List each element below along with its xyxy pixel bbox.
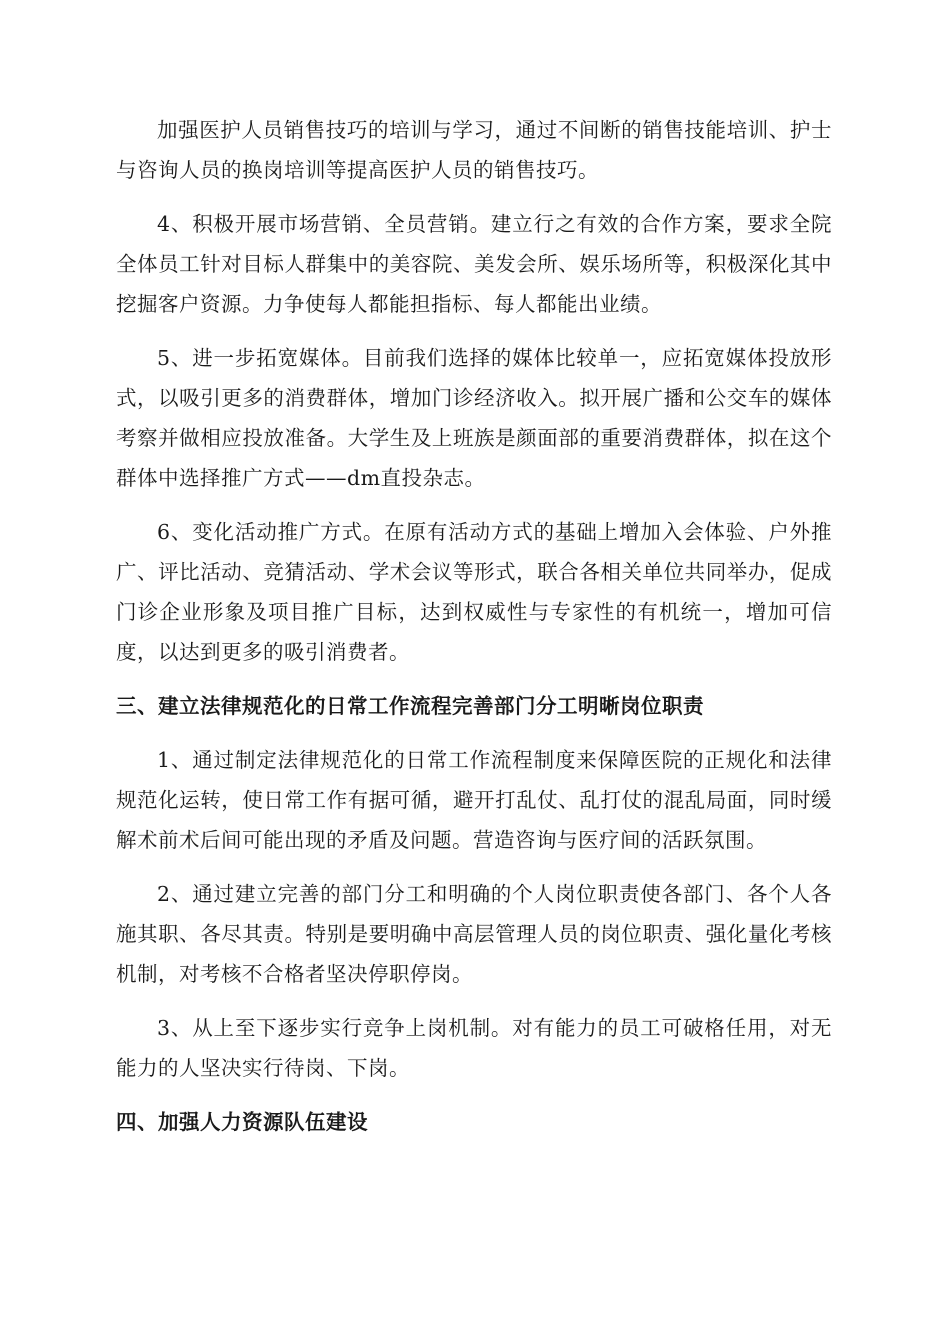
document-body [116, 110, 832, 1156]
paragraph-sales-training: 加强医护人员销售技巧的培训与学习，通过不间断的销售技能培训、护士与咨询人员的换岗培训等提高医护人员的销售技巧。 [116, 118, 832, 182]
paragraph-item-6-promotion: 6、变化活动推广方式。在原有活动方式的基础上增加入会体验、户外推广、评比活动、竞猜活动、学术会议等形式，联合各相关单位共同举办，促成门诊企业形象及项目推广目标，达到权威性与专家性的有机统一，增加可信度，以达到更多的吸引消费者。 [116, 520, 832, 664]
paragraph-item-5-media: 5、进一步拓宽媒体。目前我们选择的媒体比较单一，应拓宽媒体投放形式，以吸引更多的消费群体，增加门诊经济收入。拟开展广播和公交车的媒体考察并做相应投放准备。大学生及上班族是颜面部的重要消费群体，拟在这个群体中选择推广方式——dm直投杂志。 [116, 346, 832, 490]
section-heading-3: 三、建立法律规范化的日常工作流程完善部门分工明晰岗位职责 [116, 694, 704, 718]
section-heading-4: 四、加强人力资源队伍建设 [116, 1110, 368, 1134]
paragraph-item-4-marketing: 4、积极开展市场营销、全员营销。建立行之有效的合作方案，要求全院全体员工针对目标人群集中的美容院、美发会所、娱乐场所等，积极深化其中挖掘客户资源。力争使每人都能担指标、每人都能出业绩。 [116, 212, 832, 316]
paragraph-section3-item-3: 3、从上至下逐步实行竞争上岗机制。对有能力的员工可破格任用，对无能力的人坚决实行待岗、下岗。 [116, 1016, 832, 1080]
paragraph-section3-item-1: 1、通过制定法律规范化的日常工作流程制度来保障医院的正规化和法律规范化运转，使日常工作有据可循，避开打乱仗、乱打仗的混乱局面，同时缓解术前术后间可能出现的矛盾及问题。营造咨询与医疗间的活跃氛围。 [116, 748, 832, 852]
paragraph-section3-item-2: 2、通过建立完善的部门分工和明确的个人岗位职责使各部门、各个人各施其职、各尽其责。特别是要明确中高层管理人员的岗位职责、强化量化考核机制，对考核不合格者坚决停职停岗。 [116, 882, 832, 986]
